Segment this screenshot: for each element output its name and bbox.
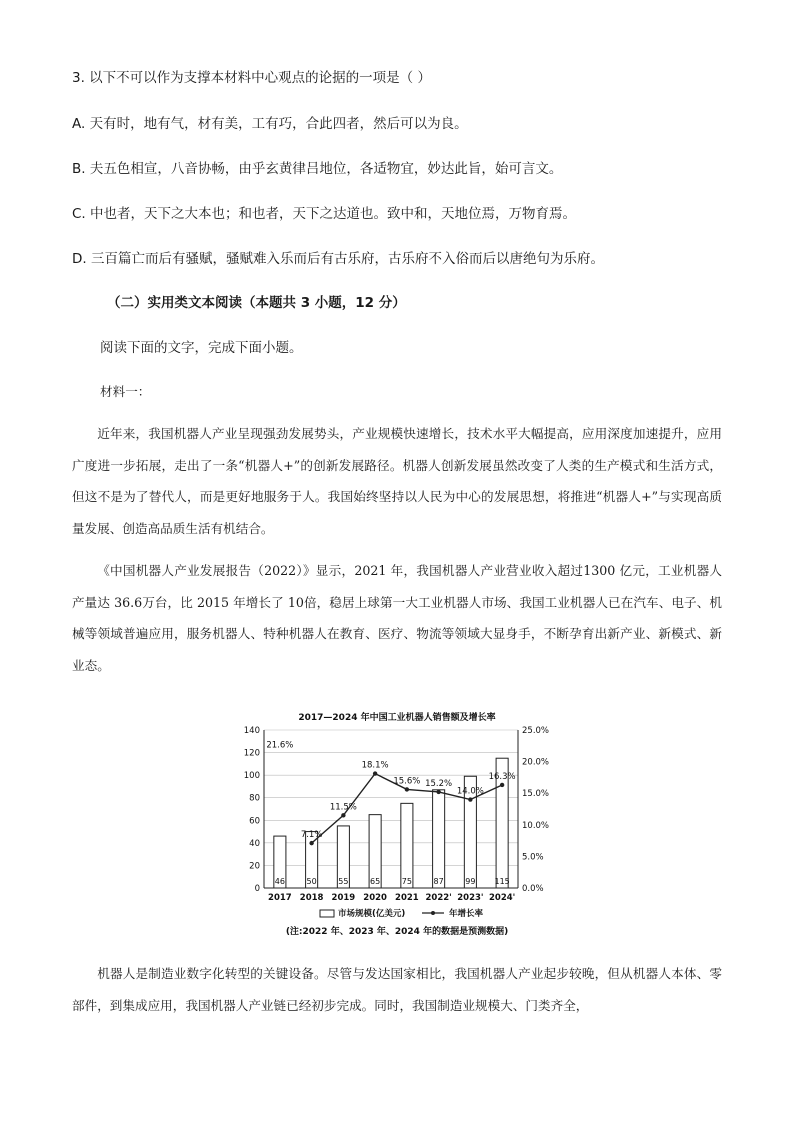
option-b: B. 夫五色相宣，八音协畅，由乎玄黄律吕地位，各适物宜，妙达此旨，始可言文。 <box>72 161 563 177</box>
bar-value-label: 115 <box>494 877 510 886</box>
legend-line-label: 年增长率 <box>449 909 484 919</box>
x-tick-label: 2017 <box>268 893 292 903</box>
growth-point <box>405 787 409 791</box>
left-tick-label: 140 <box>243 726 260 736</box>
section-instruction: 阅读下面的文字，完成下面小题。 <box>100 340 303 356</box>
growth-point <box>436 790 440 794</box>
left-tick-label: 20 <box>249 861 260 872</box>
growth-label: 15.6% <box>393 776 421 787</box>
bar <box>401 803 413 888</box>
x-tick-label: 2019 <box>331 893 356 903</box>
bar-value-label: 75 <box>401 877 412 886</box>
left-tick-label: 60 <box>249 816 260 827</box>
option-a: A. 天有时，地有气，材有美，工有巧，合此四者，然后可以为良。 <box>72 116 468 132</box>
paragraph-1: 近年来，我国机器人产业呈现强劲发展势头，产业规模快速增长，技术水平大幅提高，应用深度加速提升，应用广度进一步拓展，走出了一条“机器人+”的创新发展路径。机器人创新发展虽然改变了人类的生产模式和生活方式，但这不是为了替代人，而是更好地服务于人。我国始终坚持以人民为中心的发展思想，将推进“机器人+”与实现高质量发展、创造高品质生活有机结合。 <box>72 426 722 536</box>
material-label: 材料一： <box>100 384 151 399</box>
paragraph-3: 机器人是制造业数字化转型的关键设备。尽管与发达国家相比，我国机器人产业起步较晚，但从机器人本体、零部件，到集成应用，我国机器人产业链已经初步完成。同时，我国制造业规模大、门类齐全， <box>72 966 722 1013</box>
legend-line-marker <box>431 911 435 915</box>
growth-point <box>341 813 345 817</box>
right-tick-label: 20.0% <box>522 757 550 768</box>
x-tick-label: 2018 <box>299 893 324 903</box>
left-tick-label: 40 <box>249 838 260 849</box>
x-tick-label: 2024' <box>488 893 516 903</box>
section-heading: （二）实用类文本阅读（本题共 3 小题，12 分） <box>107 295 406 311</box>
left-tick-label: 80 <box>249 793 260 804</box>
x-tick-label: 2020 <box>363 893 387 903</box>
x-tick-label: 2023' <box>457 893 484 903</box>
right-tick-label: 5.0% <box>522 852 544 863</box>
left-tick-label: 100 <box>243 771 260 782</box>
bar <box>433 790 445 888</box>
growth-label: 7.1% <box>300 830 323 841</box>
growth-label: 21.6% <box>266 740 294 751</box>
option-c: C. 中也者，天下之大本也；和也者，天下之达道也。致中和，天地位焉，万物育焉。 <box>72 206 577 222</box>
left-tick-label: 120 <box>243 748 260 759</box>
question-stem: 3. 以下不可以作为支撑本材料中心观点的论据的一项是（ ） <box>72 70 431 86</box>
legend-bar-swatch <box>320 910 334 917</box>
option-d: D. 三百篇亡而后有骚赋，骚赋难入乐而后有古乐府，古乐府不入俗而后以唐绝句为乐府。 <box>72 251 604 267</box>
right-tick-label: 25.0% <box>522 726 550 736</box>
chart-canvas <box>232 708 562 942</box>
chart-svg <box>232 708 562 938</box>
bar-value-label: 50 <box>306 877 317 886</box>
bar-value-label: 99 <box>465 877 476 886</box>
growth-label: 15.2% <box>425 778 453 789</box>
growth-point <box>500 783 504 787</box>
right-tick-label: 0.0% <box>522 884 544 894</box>
x-tick-label: 2021 <box>395 893 419 903</box>
right-tick-label: 15.0% <box>522 789 550 800</box>
chart <box>232 708 562 938</box>
growth-label: 11.5% <box>329 802 357 813</box>
chart-note: (注:2022 年、2023 年、2024 年的数据是预测数据) <box>285 927 509 937</box>
left-tick-label: 0 <box>254 884 260 894</box>
right-tick-label: 10.0% <box>522 820 550 831</box>
growth-label: 18.1% <box>361 760 389 771</box>
legend-bar-label: 市场规模(亿美元) <box>338 909 406 919</box>
bar-value-label: 87 <box>433 877 444 886</box>
chart-title: 2017—2024 年中国工业机器人销售额及增长率 <box>298 713 496 723</box>
growth-point <box>309 841 313 845</box>
growth-point <box>468 797 472 801</box>
bar-value-label: 46 <box>274 877 285 886</box>
paragraph-2: 《中国机器人产业发展报告（2022）》显示，2021 年，我国机器人产业营业收入超过1300 亿元，工业机器人产量达 36.6万台，比 2015 年增长了 10倍，稳居上球第一大工业机器人市场、我国工业机器人已在汽车、电子、机械等领域普遍应用，服务机器人、特种机器人在教育、医疗、物流等领域大显身手，不断孕育出新产业、新模式、新业态。 <box>72 563 722 673</box>
bar-value-label: 55 <box>338 877 349 886</box>
x-tick-label: 2022' <box>425 893 452 903</box>
growth-label: 14.0% <box>456 786 484 797</box>
growth-label: 16.3% <box>488 771 516 782</box>
growth-point <box>373 771 377 775</box>
bar-value-label: 65 <box>370 877 381 886</box>
